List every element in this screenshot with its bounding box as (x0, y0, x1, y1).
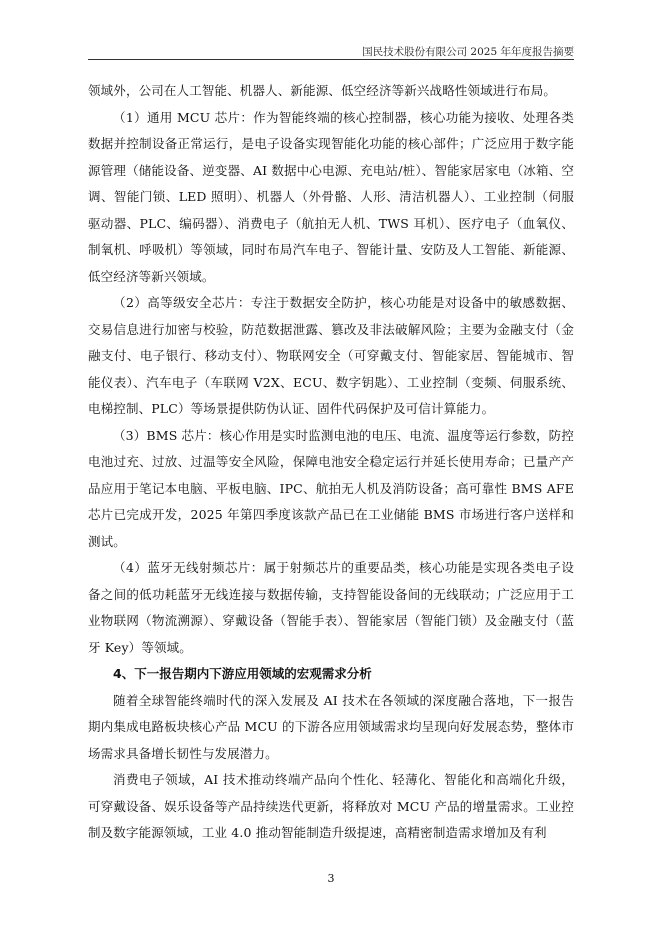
body-paragraph: 领域外，公司在人工智能、机器人、新能源、低空经济等新兴战略性领域进行布局。 (88, 83, 557, 98)
document-body (88, 78, 574, 847)
section-heading: 4、下一报告期内下游应用领域的宏观需求分析 (113, 666, 372, 681)
body-paragraph: 随着全球智能终端时代的深入发展及 AI 技术在各领域的深度融合落地，下一报告期内集成电路板块核心产品 MCU 的下游各应用领域需求均呈现向好发展态势，整体市场需求具备增长韧性与发展潜力。 (88, 692, 574, 761)
page-number: 3 (327, 872, 335, 885)
body-paragraph: （3）BMS 芯片：核心作用是实时监测电池的电压、电流、温度等运行参数，防控电池过充、过放、过温等安全风险，保障电池安全稳定运行并延长使用寿命；已量产产品应用于笔记本电脑、平板电脑、IPC、航拍无人机及消防设备；高可靠性 BMS AFE 芯片已完成开发，2025 年第四季度该款产品已在工业储能 BMS 市场进行客户送样和测试。 (88, 427, 574, 549)
body-paragraph: （1）通用 MCU 芯片：作为智能终端的核心控制器，核心功能为接收、处理各类数据并控制设备正常运行，是电子设备实现智能化功能的核心部件；广泛应用于数字能源管理（储能设备、逆变器、AI 数据中心电源、充电站/桩）、智能家居家电（冰箱、空调、智能门锁、LED 照明）、机器人（外骨骼、人形、清洁机器人）、工业控制（伺服驱动器、PLC、编码器）、消费电子（航拍无人机、TWS 耳机）、医疗电子（血氧仪、制氧机、呼吸机）等领域，同时布局汽车电子、智能计量、安防及人工智能、新能源、低空经济等新兴领域。 (88, 109, 574, 284)
body-paragraph: 消费电子领域，AI 技术推动终端产品向个性化、轻薄化、智能化和高端化升级，可穿戴设备、娱乐设备等产品持续迭代更新，将释放对 MCU 产品的增量需求。工业控制及数字能源领域，工业 4.0 推动智能制造升级提速，高精密制造需求增加及有利 (88, 772, 574, 840)
body-paragraph: （4）蓝牙无线射频芯片：属于射频芯片的重要品类，核心功能是实现各类电子设备之间的低功耗蓝牙无线连接与数据传输，支持智能设备间的无线联动；广泛应用于工业物联网（物流溯源）、穿戴设备（智能手表）、智能家居（智能门锁）及金融支付（蓝牙 Key）等领域。 (88, 560, 574, 655)
body-paragraph: （2）高等级安全芯片：专注于数据安全防护，核心功能是对设备中的敏感数据、交易信息进行加密与校验，防范数据泄露、篡改及非法破解风险；主要为金融支付（金融支付、电子银行、移动支付）、物联网安全（可穿戴支付、智能家居、智能城市、智能仪表）、汽车电子（车联网 V2X、ECU、数字钥匙）、工业控制（变频、伺服系统、电梯控制、PLC）等场景提供防伪认证、固件代码保护及可信计算能力。 (88, 295, 574, 416)
page-header: 国民技术股份有限公司 2025 年年度报告摘要 (362, 46, 574, 58)
header-divider (88, 59, 574, 60)
